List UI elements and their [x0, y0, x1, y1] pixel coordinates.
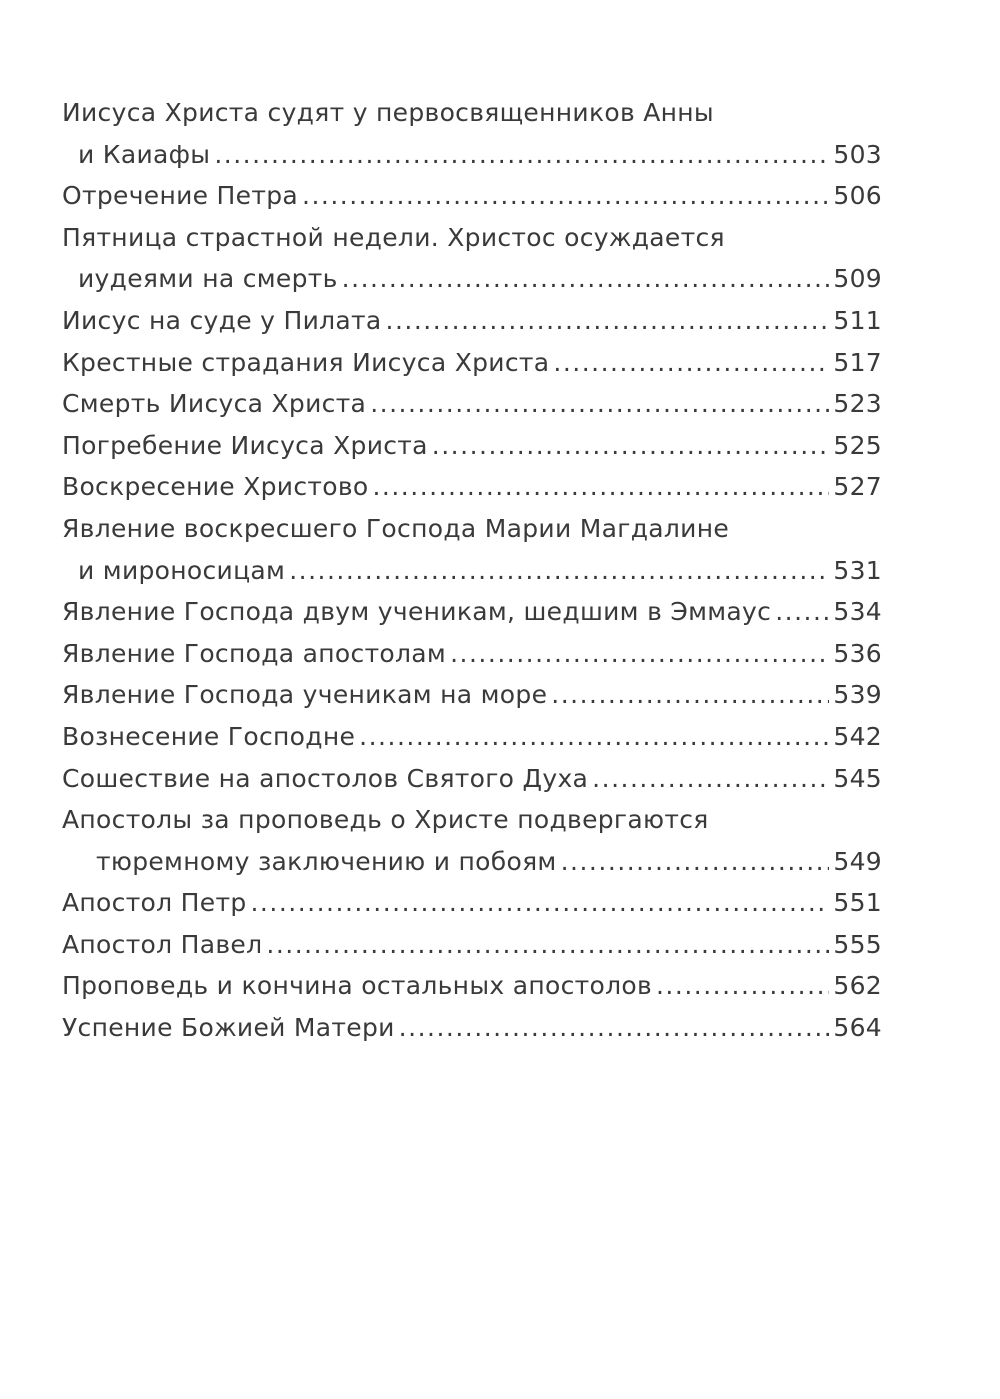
toc-page-number: 509 [833, 264, 882, 294]
toc-title: Успение Божией Матери [62, 1013, 395, 1043]
toc-entry [62, 591, 882, 633]
toc-entry [62, 383, 882, 425]
toc-entry [62, 92, 882, 175]
dot-leader [302, 175, 829, 217]
toc-title-continuation: иудеями на смерть [78, 264, 338, 294]
dot-leader [386, 300, 830, 342]
dot-leader [266, 924, 829, 966]
toc-line [62, 591, 882, 633]
dot-leader [551, 674, 829, 716]
dot-leader [656, 965, 829, 1007]
toc-page-number: 549 [833, 846, 882, 876]
toc-line [62, 466, 882, 508]
dot-leader [450, 633, 829, 675]
toc-page-number: 534 [833, 597, 882, 627]
toc-title: Апостол Павел [62, 929, 263, 959]
toc-line [62, 758, 882, 800]
toc-title: Погребение Иисуса Христа [62, 430, 428, 460]
toc-line [62, 508, 882, 550]
toc-line [62, 674, 882, 716]
dot-leader [592, 758, 829, 800]
toc-page-number: 517 [833, 347, 882, 377]
toc-line [62, 965, 882, 1007]
dot-leader [432, 425, 830, 467]
toc-page-number: 511 [833, 305, 882, 335]
toc-line [62, 342, 882, 384]
toc-title: Явление Господа апостолам [62, 638, 447, 668]
toc-entry [62, 965, 882, 1007]
dot-leader [372, 466, 829, 508]
dot-leader [561, 841, 830, 883]
toc-title: Проповедь и кончина остальных апостолов [62, 971, 652, 1001]
toc-title: Апостолы за проповедь о Христе подвергаются [62, 805, 709, 835]
dot-leader [553, 342, 829, 384]
toc-title-continuation: тюремному заключению и побоям [96, 846, 557, 876]
toc-entry [62, 425, 882, 467]
toc-title: Апостол Петр [62, 888, 247, 918]
toc-title: Воскресение Христово [62, 472, 369, 502]
toc-page-number: 551 [833, 888, 882, 918]
toc-page-number: 531 [833, 555, 882, 585]
dot-leader [359, 716, 829, 758]
toc-line [62, 716, 882, 758]
toc-title: Отречение Петра [62, 181, 298, 211]
toc-page-number: 536 [833, 638, 882, 668]
toc-entry [62, 799, 882, 882]
toc-line [62, 841, 882, 883]
dot-leader [399, 1007, 830, 1049]
toc-entry [62, 217, 882, 300]
toc-entry [62, 758, 882, 800]
toc-line [62, 92, 882, 134]
toc-entry [62, 924, 882, 966]
toc-page-number: 542 [833, 721, 882, 751]
toc-line [62, 633, 882, 675]
toc-page-number: 555 [833, 929, 882, 959]
toc-entry [62, 300, 882, 342]
toc-entry [62, 466, 882, 508]
toc-page-number: 525 [833, 430, 882, 460]
toc-title: Смерть Иисуса Христа [62, 389, 367, 419]
toc-line [62, 799, 882, 841]
toc-title: Пятница страстной недели. Христос осуждается [62, 222, 725, 252]
toc-entry [62, 716, 882, 758]
dot-leader [289, 550, 829, 592]
toc-line [62, 217, 882, 259]
dot-leader [342, 258, 830, 300]
toc-line [62, 134, 882, 176]
toc-line [62, 924, 882, 966]
toc-page-number: 523 [833, 389, 882, 419]
dot-leader [775, 591, 829, 633]
toc-page-number: 503 [833, 139, 882, 169]
toc-line [62, 882, 882, 924]
toc-line [62, 300, 882, 342]
toc-title-continuation: и Каиафы [78, 139, 211, 169]
toc-title: Иисус на суде у Пилата [62, 305, 382, 335]
toc-title: Сошествие на апостолов Святого Духа [62, 763, 589, 793]
toc-page-number: 539 [833, 680, 882, 710]
toc-line [62, 1007, 882, 1049]
toc-entry [62, 508, 882, 591]
toc-line [62, 175, 882, 217]
toc-page-number: 527 [833, 472, 882, 502]
toc-page-number: 545 [833, 763, 882, 793]
table-of-contents [62, 92, 882, 1049]
toc-title: Явление воскресшего Господа Марии Магдалине [62, 513, 730, 543]
toc-page-number: 564 [833, 1013, 882, 1043]
toc-entry [62, 633, 882, 675]
toc-title-continuation: и мироносицам [78, 555, 286, 585]
toc-line [62, 383, 882, 425]
toc-entry [62, 882, 882, 924]
dot-leader [250, 882, 829, 924]
toc-title: Вознесение Господне [62, 721, 356, 751]
toc-title: Явление Господа ученикам на море [62, 680, 548, 710]
toc-line [62, 425, 882, 467]
dot-leader [370, 383, 829, 425]
toc-entry [62, 342, 882, 384]
toc-entry [62, 175, 882, 217]
toc-title: Явление Господа двум ученикам, шедшим в Эммаус [62, 597, 772, 627]
toc-page-number: 506 [833, 181, 882, 211]
toc-title: Иисуса Христа судят у первосвященников Анны [62, 98, 714, 127]
toc-entry [62, 674, 882, 716]
dot-leader [214, 134, 829, 176]
toc-entry [62, 1007, 882, 1049]
toc-title: Крестные страдания Иисуса Христа [62, 347, 550, 377]
toc-line [62, 550, 882, 592]
toc-line [62, 258, 882, 300]
toc-page-number: 562 [833, 971, 882, 1001]
